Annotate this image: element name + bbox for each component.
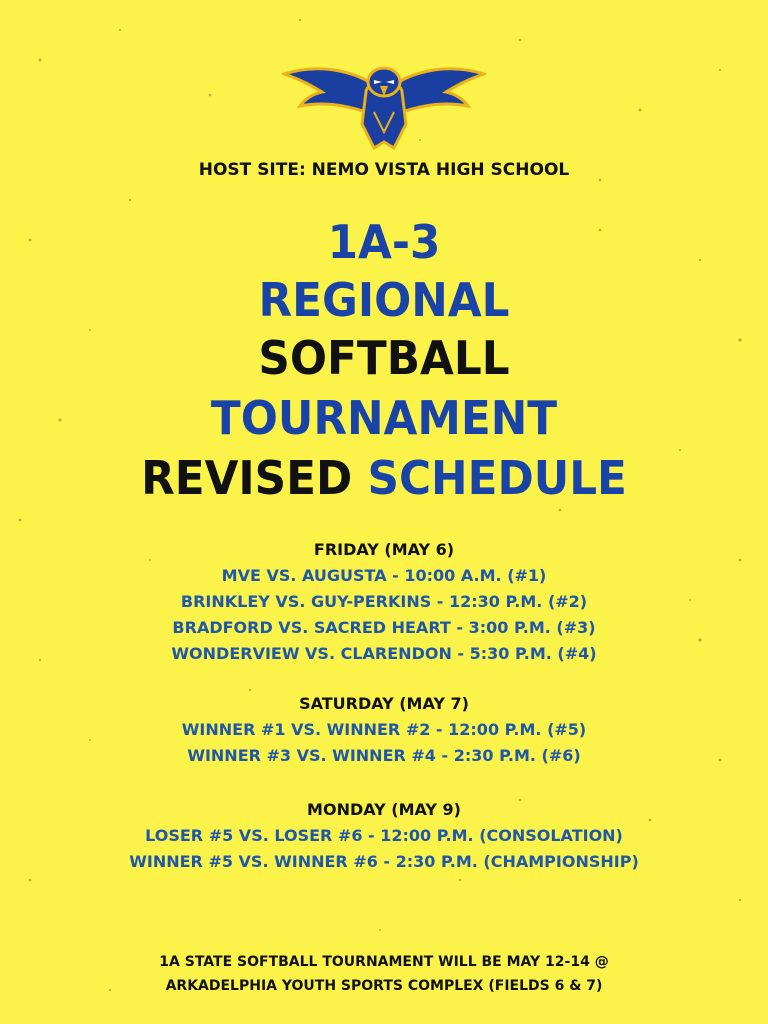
game-3: BRADFORD VS. SACRED HEART - 3:00 P.M. (#3) — [172, 618, 596, 637]
game-4: WONDERVIEW VS. CLARENDON - 5:30 P.M. (#4) — [171, 644, 597, 663]
title-revised: REVISED — [141, 451, 353, 505]
game-2: BRINKLEY VS. GUY-PERKINS - 12:30 P.M. (#2) — [180, 592, 588, 611]
host-site-text: HOST SITE: NEMO VISTA HIGH SCHOOL — [198, 160, 570, 180]
game-consolation: LOSER #5 VS. LOSER #6 - 12:00 P.M. (CONSOLATION) — [145, 826, 623, 845]
game-1: MVE VS. AUGUSTA - 10:00 A.M. (#1) — [221, 566, 547, 585]
game-6: WINNER #3 VS. WINNER #4 - 2:30 P.M. (#6) — [187, 746, 581, 765]
hawk-mascot-icon — [282, 52, 486, 152]
title-schedule: SCHEDULE — [367, 451, 627, 505]
title-division: 1A-3 — [327, 215, 441, 269]
title-regional: REGIONAL — [258, 273, 510, 327]
title-revised-schedule — [19, 450, 749, 506]
title-softball: SOFTBALL — [258, 331, 510, 385]
game-championship: WINNER #5 VS. WINNER #6 - 2:30 P.M. (CHAMPIONSHIP) — [129, 852, 639, 871]
footer-line-2: ARKADELPHIA YOUTH SPORTS COMPLEX (FIELDS 6 & 7) — [165, 978, 603, 994]
title-tournament: TOURNAMENT — [210, 391, 558, 445]
footer-line-1: 1A STATE SOFTBALL TOURNAMENT WILL BE MAY 12-14 @ — [159, 954, 609, 970]
monday-heading: MONDAY (MAY 9) — [307, 800, 461, 819]
saturday-heading: SATURDAY (MAY 7) — [299, 694, 469, 713]
game-5: WINNER #1 VS. WINNER #2 - 12:00 P.M. (#5) — [181, 720, 587, 739]
friday-heading: FRIDAY (MAY 6) — [313, 540, 455, 559]
